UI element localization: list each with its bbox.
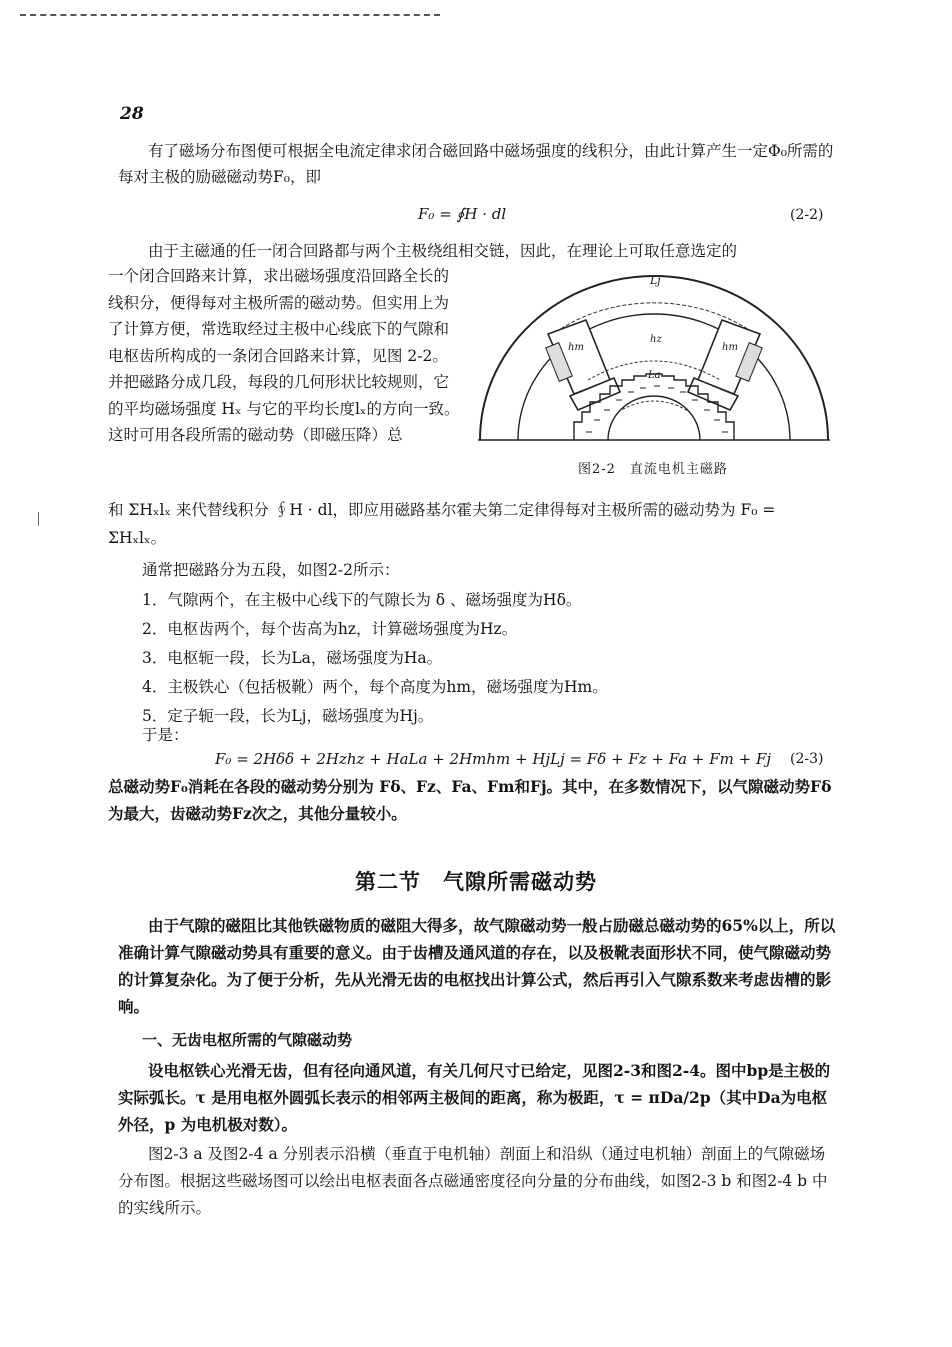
label-hz: hz: [650, 334, 662, 345]
equation-2-2: F₀ = ∮H · dl: [418, 205, 507, 223]
paragraph-2: 由于主磁通的任一闭合回路都与两个主极绕组相交链，因此，在理论上可取任意选定的: [148, 242, 738, 260]
paragraph-5: 通常把磁路分为五段，如图2-2所示：: [142, 561, 400, 579]
section-title: 第二节 气隙所需磁动势: [355, 869, 597, 894]
page-number: 28: [120, 104, 144, 124]
figure-caption: 图2-2 直流电机主磁路: [578, 462, 728, 477]
list-item: 2．电枢齿两个，每个齿高为hz，计算磁场强度为Hz。: [142, 620, 518, 638]
magnetic-circuit-diagram: [478, 262, 830, 452]
paragraph-6: 总磁动势F₀消耗在各段的磁动势分别为 Fδ、Fz、Fa、Fm和Fj。其中，在多数情况下，以气隙磁动势Fδ为最大，齿磁动势Fz次之，其他分量较小。: [108, 777, 832, 823]
equation-2-3: F₀ = 2Hδδ + 2Hzhz + HaLa + 2Hmhm + HjLj = Fδ + Fz + Fa + Fm + Fj: [215, 750, 772, 768]
paragraph-4: 和 ΣHₓlₓ 来代替线积分 ∮H · dl，即应用磁路基尔霍夫第二定律得每对主极所需的磁动势为 F₀ = ΣHₓlₓ。: [108, 501, 776, 547]
margin-mark: [38, 512, 39, 526]
header-dash-line: [20, 14, 440, 16]
list-item: 5．定子轭一段，长为Lj，磁场强度为Hj。: [142, 707, 434, 725]
paragraph-1: 有了磁场分布图便可根据全电流定律求闭合磁回路中磁场强度的线积分，由此计算产生一定Φ₀所需的每对主极的励磁磁动势F₀，即: [118, 142, 834, 186]
therefore-label: 于是：: [142, 726, 189, 744]
paragraph-3: 一个闭合回路来计算，求出磁场强度沿回路全长的线积分，便得每对主极所需的磁动势。但实用上为了计算方便，常选取经过主极中心线底下的气隙和电枢齿所构成的一条闭合回路来计算，见图 2-2。并把磁路分成几段，每段的几何形状比较规则，它的平均磁场强度 Hₓ 与它的平均长度lₓ的方向一致。这时可用各段所需的磁动势（即磁压降）总: [108, 267, 460, 444]
label-hm-right: hm: [722, 342, 738, 353]
list-item: 1．气隙两个，在主极中心线下的气隙长为 δ 、磁场强度为Hδ。: [142, 591, 582, 609]
equation-2-3-number: (2-3): [790, 751, 824, 767]
label-hm-left: hm: [568, 342, 584, 353]
label-lj: Lj: [650, 274, 661, 287]
label-la: La: [648, 370, 661, 381]
equation-2-2-number: (2-2): [790, 207, 824, 223]
subsection-title: 一、无齿电枢所需的气隙磁动势: [142, 1031, 353, 1049]
figure-2-2: [478, 262, 830, 482]
paragraph-9: 图2-3 a 及图2-4 a 分别表示沿横（垂直于电机轴）剖面上和沿纵（通过电机轴）剖面上的气隙磁场分布图。根据这些磁场图可以绘出电枢表面各点磁通密度径向分量的分布曲线，如图2-3 b 和图2-4 b 中的实线所示。: [118, 1145, 828, 1217]
paragraph-7: 由于气隙的磁阻比其他铁磁物质的磁阻大得多，故气隙磁动势一般占励磁总磁动势的65%以上，所以准确计算气隙磁动势具有重要的意义。由于齿槽及通风道的存在，以及极靴表面形状不同，使气隙磁动势的计算复杂化。为了便于分析，先从光滑无齿的电枢找出计算公式，然后再引入气隙系数来考虑齿槽的影响。: [118, 916, 836, 1016]
list-item: 4．主极铁心（包括极靴）两个，每个高度为hm，磁场强度为Hm。: [142, 678, 608, 696]
paragraph-8: 设电枢铁心光滑无齿，但有径向通风道，有关几何尺寸已给定，见图2-3和图2-4。图中bp是主极的实际弧长。τ 是用电枢外圆弧长表示的相邻两主极间的距离，称为极距，τ = πDa/2p（其中Da为电枢外径，p 为电机极对数）。: [118, 1061, 831, 1134]
magnetic-circuit-sections-list: [142, 586, 608, 731]
list-item: 3．电枢轭一段，长为La，磁场强度为Ha。: [142, 649, 443, 667]
